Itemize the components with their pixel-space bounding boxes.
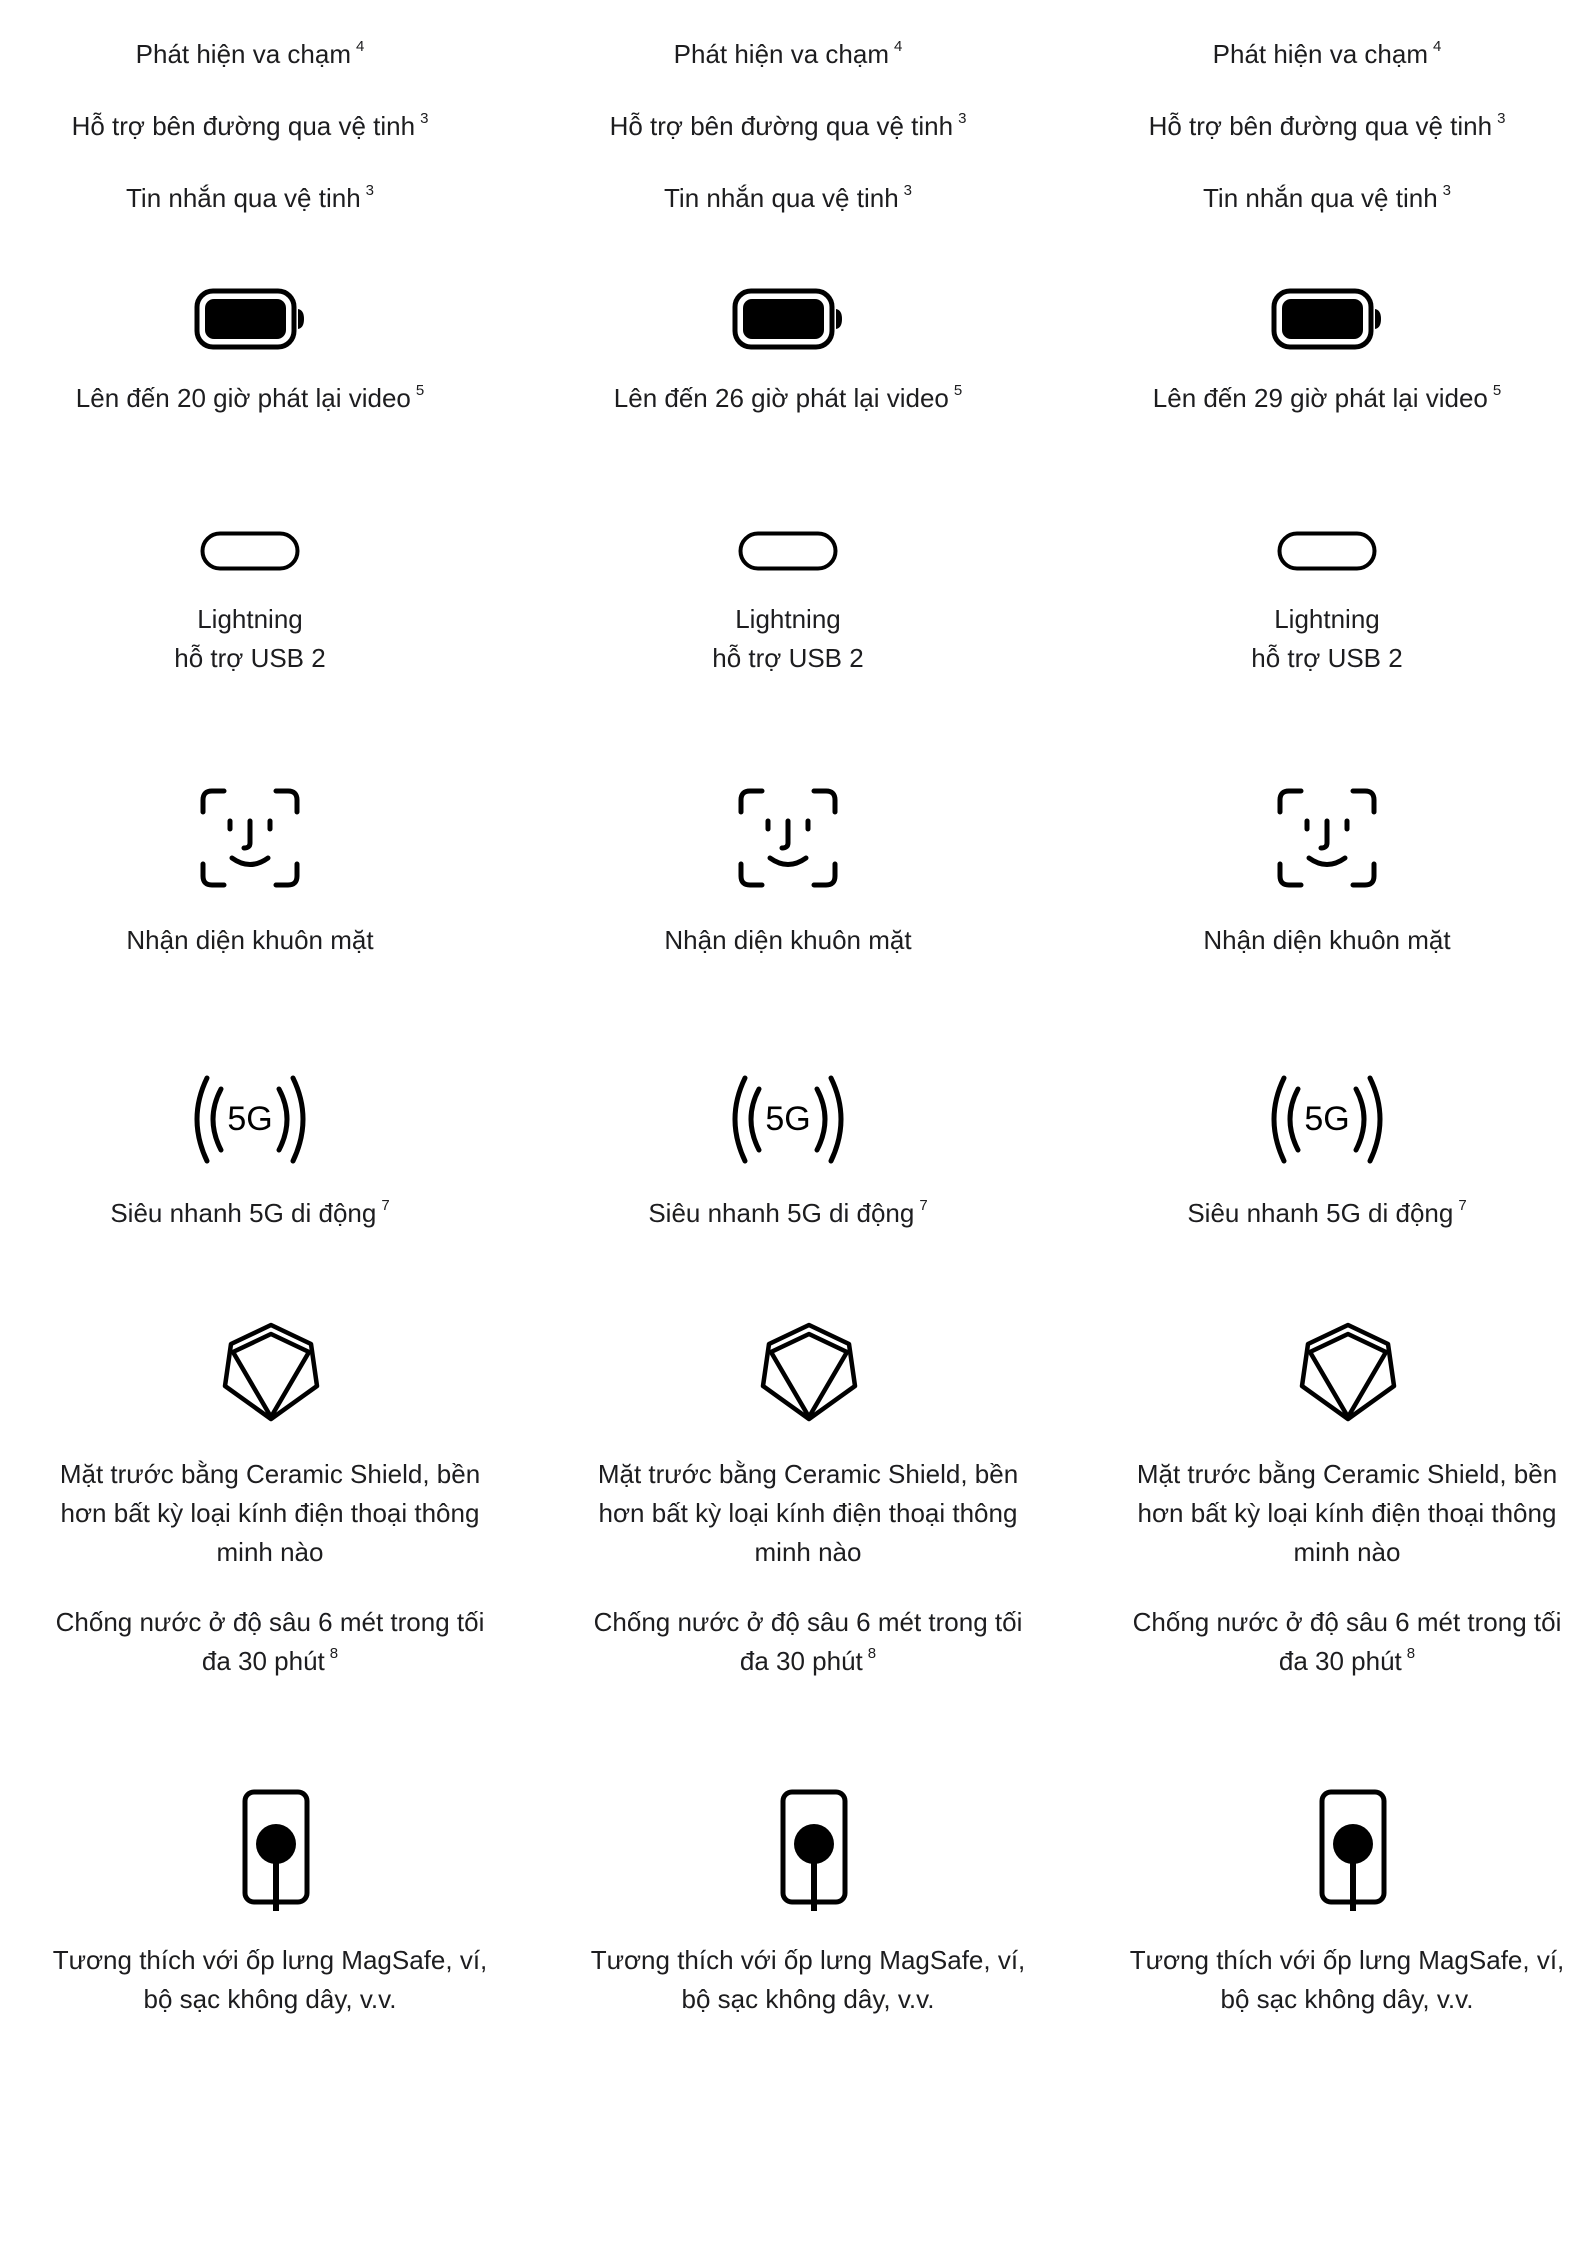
footnote-link[interactable]: 7 [381, 1197, 390, 1214]
feature-label: Tương thích với ốp lưng MagSafe, ví, bộ sạc không dây, v.v. [590, 1945, 1026, 2014]
feature-crash-detection [1087, 35, 1567, 74]
ceramic-shield-icon [221, 1322, 321, 1422]
feature-satellite-messages [548, 179, 1028, 218]
lightning-port-icon [738, 531, 838, 571]
face-id-icon [200, 788, 300, 888]
connector-name: Lightning [735, 604, 841, 634]
face-id-icon [738, 788, 838, 888]
feature-water-resistance [40, 1603, 500, 1681]
feature-face-id [1087, 921, 1567, 960]
feature-label: Nhận diện khuôn mặt [126, 925, 374, 955]
feature-label: Siêu nhanh 5G di động [1187, 1198, 1454, 1228]
connector-detail: hỗ trợ USB 2 [174, 643, 326, 673]
footnote-link[interactable]: 3 [1442, 182, 1451, 199]
footnote-link[interactable]: 8 [1406, 1645, 1416, 1662]
feature-magsafe [578, 1941, 1038, 2019]
feature-label: Lên đến 29 giờ phát lại video [1152, 383, 1488, 413]
feature-ceramic-shield [1117, 1455, 1577, 1572]
connector-detail: hỗ trợ USB 2 [712, 643, 864, 673]
feature-label: Chống nước ở độ sâu 6 mét trong tối đa 30 phút [1132, 1607, 1562, 1676]
feature-5g [1087, 1194, 1567, 1233]
feature-label: Hỗ trợ bên đường qua vệ tinh [1148, 111, 1493, 141]
magsafe-icon [779, 1788, 849, 1913]
feature-label: Mặt trước bằng Ceramic Shield, bền hơn bất kỳ loại kính điện thoại thông minh nào [597, 1459, 1019, 1567]
footnote-link[interactable]: 5 [953, 382, 963, 399]
feature-label: Siêu nhanh 5G di động [648, 1198, 915, 1228]
feature-ceramic-shield [40, 1455, 500, 1572]
feature-connector [548, 600, 1028, 678]
feature-roadside-satellite [548, 107, 1028, 146]
feature-water-resistance [1117, 1603, 1577, 1681]
footnote-link[interactable]: 3 [903, 182, 912, 199]
feature-water-resistance [578, 1603, 1038, 1681]
footnote-link[interactable]: 7 [1458, 1197, 1467, 1214]
5g-icon [1262, 1072, 1392, 1167]
feature-label: Chống nước ở độ sâu 6 mét trong tối đa 30 phút [593, 1607, 1023, 1676]
footnote-link[interactable]: 5 [1492, 382, 1502, 399]
feature-label: Lên đến 20 giờ phát lại video [75, 383, 411, 413]
feature-roadside-satellite [1087, 107, 1567, 146]
footnote-link[interactable]: 3 [365, 182, 374, 199]
footnote-link[interactable]: 4 [356, 38, 365, 55]
lightning-port-icon [200, 531, 300, 571]
feature-label: Phát hiện va chạm [673, 39, 889, 69]
feature-roadside-satellite [10, 107, 490, 146]
5g-glyph: 5G [227, 1100, 273, 1138]
feature-battery [1087, 379, 1567, 418]
feature-label: Phát hiện va chạm [135, 39, 351, 69]
feature-satellite-messages [1087, 179, 1567, 218]
lightning-port-icon [1277, 531, 1377, 571]
connector-name: Lightning [197, 604, 303, 634]
feature-label: Tin nhắn qua vệ tinh [126, 183, 361, 213]
footnote-link[interactable]: 8 [867, 1645, 877, 1662]
ceramic-shield-icon [1298, 1322, 1398, 1422]
feature-label: Tương thích với ốp lưng MagSafe, ví, bộ sạc không dây, v.v. [52, 1945, 488, 2014]
feature-magsafe [40, 1941, 500, 2019]
footnote-link[interactable]: 4 [1433, 38, 1442, 55]
5g-glyph: 5G [1304, 1100, 1350, 1138]
feature-label: Tin nhắn qua vệ tinh [1203, 183, 1438, 213]
face-id-icon [1277, 788, 1377, 888]
5g-icon [723, 1072, 853, 1167]
connector-name: Lightning [1274, 604, 1380, 634]
5g-glyph: 5G [765, 1100, 811, 1138]
footnote-link[interactable]: 5 [415, 382, 425, 399]
feature-5g [548, 1194, 1028, 1233]
feature-face-id [10, 921, 490, 960]
feature-label: Lên đến 26 giờ phát lại video [613, 383, 949, 413]
magsafe-icon [241, 1788, 311, 1913]
model-column-2 [548, 0, 1028, 2245]
feature-face-id [548, 921, 1028, 960]
feature-label: Mặt trước bằng Ceramic Shield, bền hơn bất kỳ loại kính điện thoại thông minh nào [59, 1459, 481, 1567]
ceramic-shield-icon [759, 1322, 859, 1422]
battery-full-icon [1271, 288, 1383, 350]
model-column-1 [10, 0, 490, 2245]
feature-label: Nhận diện khuôn mặt [1203, 925, 1451, 955]
footnote-link[interactable]: 3 [958, 110, 967, 127]
feature-label: Chống nước ở độ sâu 6 mét trong tối đa 30 phút [55, 1607, 485, 1676]
connector-detail: hỗ trợ USB 2 [1251, 643, 1403, 673]
feature-battery [548, 379, 1028, 418]
feature-satellite-messages [10, 179, 490, 218]
feature-connector [1087, 600, 1567, 678]
feature-5g [10, 1194, 490, 1233]
footnote-link[interactable]: 7 [919, 1197, 928, 1214]
feature-battery [10, 379, 490, 418]
feature-label: Phát hiện va chạm [1212, 39, 1428, 69]
model-column-3 [1087, 0, 1567, 2245]
footnote-link[interactable]: 3 [1497, 110, 1506, 127]
feature-label: Hỗ trợ bên đường qua vệ tinh [71, 111, 416, 141]
feature-crash-detection [548, 35, 1028, 74]
feature-crash-detection [10, 35, 490, 74]
battery-full-icon [732, 288, 844, 350]
magsafe-icon [1318, 1788, 1388, 1913]
feature-connector [10, 600, 490, 678]
5g-icon [185, 1072, 315, 1167]
feature-label: Tin nhắn qua vệ tinh [664, 183, 899, 213]
footnote-link[interactable]: 8 [329, 1645, 339, 1662]
feature-ceramic-shield [578, 1455, 1038, 1572]
footnote-link[interactable]: 3 [420, 110, 429, 127]
feature-label: Siêu nhanh 5G di động [110, 1198, 377, 1228]
battery-full-icon [194, 288, 306, 350]
feature-label: Nhận diện khuôn mặt [664, 925, 912, 955]
feature-label: Mặt trước bằng Ceramic Shield, bền hơn bất kỳ loại kính điện thoại thông minh nào [1136, 1459, 1558, 1567]
feature-magsafe [1117, 1941, 1577, 2019]
footnote-link[interactable]: 4 [894, 38, 903, 55]
feature-label: Tương thích với ốp lưng MagSafe, ví, bộ sạc không dây, v.v. [1129, 1945, 1565, 2014]
feature-label: Hỗ trợ bên đường qua vệ tinh [609, 111, 954, 141]
